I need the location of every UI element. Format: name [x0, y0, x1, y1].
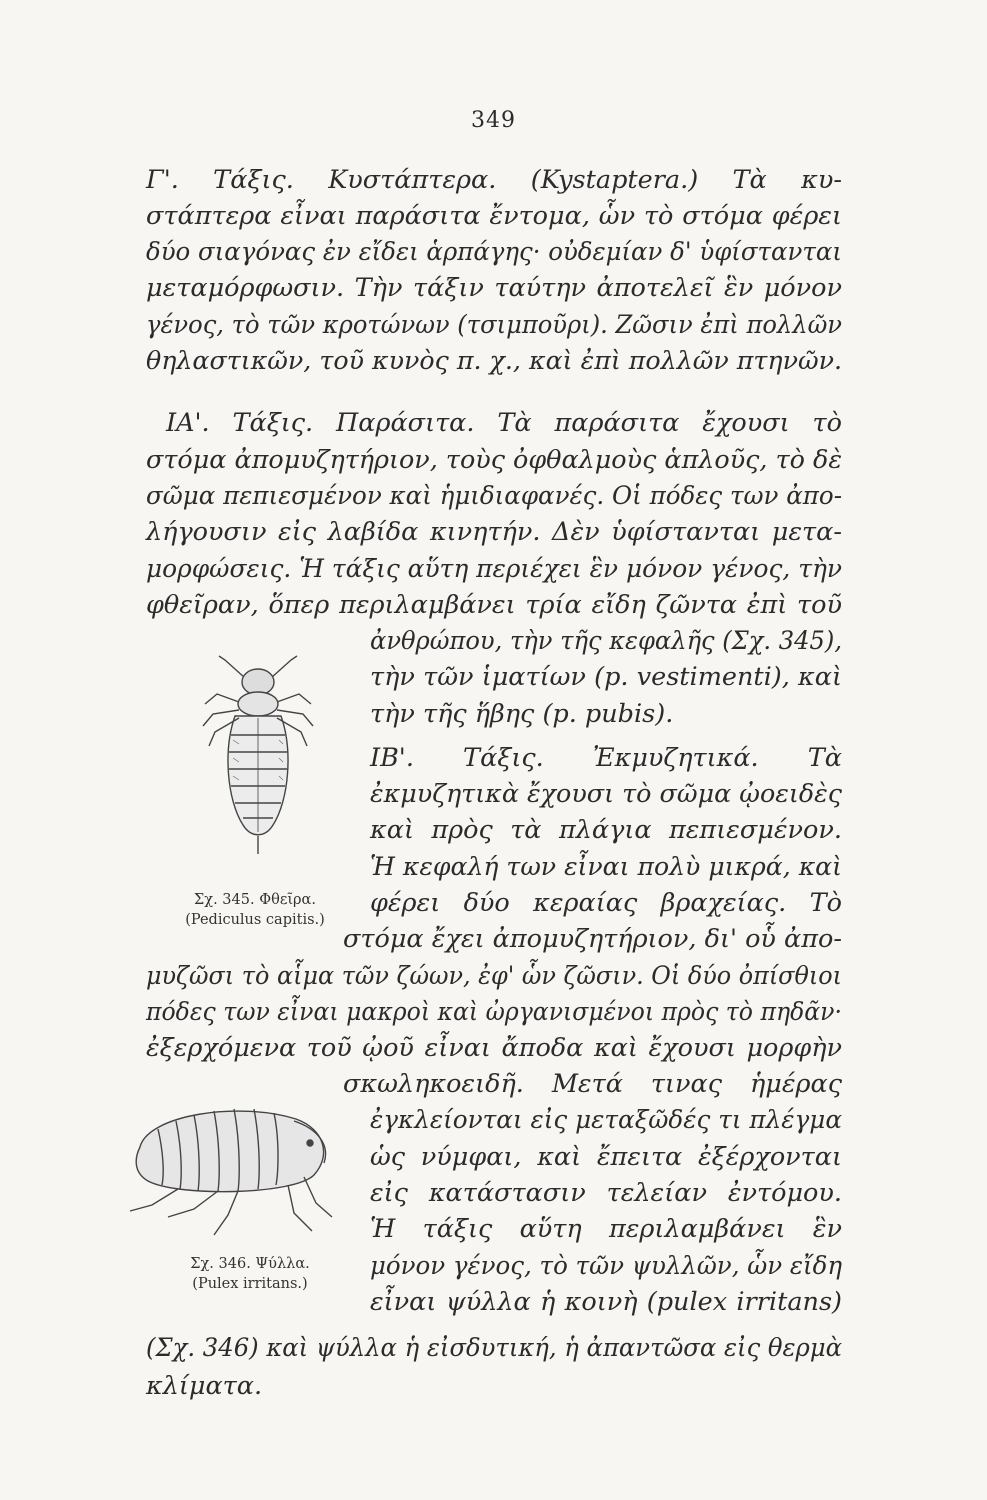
text-line: (Σχ. 346) καὶ ψύλλα ἡ εἰσδυτική, ἡ ἀπαντῶσα εἰς θερμὰ [146, 1333, 842, 1363]
text-line: κλίματα. [146, 1371, 263, 1401]
text-line: στόμα ἔχει ἀπομυζητήριον, δι' οὗ ἀπο- [343, 924, 842, 954]
page-number: 349 [471, 108, 516, 133]
text-line: τὴν τῶν ἱματίων (p. vestimenti), καὶ [370, 662, 842, 692]
text-line: λήγουσιν εἰς λαβίδα κινητήν. Δὲν ὑφίστανται μετα- [146, 517, 842, 547]
text-line: στόμα ἀπομυζητήριον, τοὺς ὀφθαλμοὺς ἁπλοῦς, τὸ δὲ [146, 445, 842, 475]
figure-caption [150, 1254, 350, 1294]
text-line: ΙΒ'. Τάξις. Ἐκμυζητικά. Τὰ [370, 743, 842, 773]
text-line: ἀνθρώπου, τὴν τῆς κεφαλῆς (Σχ. 345), [370, 626, 842, 656]
figure-caption [150, 890, 360, 930]
text-line: εἰς κατάστασιν τελείαν ἐντόμου. [370, 1178, 842, 1208]
text-line: ΙΑ'. Τάξις. Παράσιτα. Τὰ παράσιτα ἔχουσι τὸ [166, 408, 842, 438]
text-line: Ἡ κεφαλή των εἶναι πολὺ μικρά, καὶ [370, 852, 842, 882]
louse-illustration [183, 640, 333, 880]
text-line: φθεῖραν, ὅπερ περιλαμβάνει τρία εἴδη ζῶντα ἐπὶ τοῦ [146, 590, 842, 620]
text-line: ἐγκλείονται εἰς μεταξῶδές τι πλέγμα [370, 1105, 842, 1135]
caption-title: Σχ. 345. Φθεῖρα. [194, 892, 316, 908]
text-line: φέρει δύο κεραίας βραχείας. Τὸ [370, 888, 842, 918]
text-line: ὡς νύμφαι, καὶ ἔπειτα ἐξέρχονται [370, 1142, 842, 1172]
text-line: σῶμα πεπιεσμένον καὶ ἡμιδιαφανές. Οἱ πόδες των ἀπο- [146, 481, 842, 511]
text-line: δύο σιαγόνας ἐν εἴδει ἁρπάγης· οὐδεμίαν δ' ὑφίστανται [146, 237, 842, 267]
text-line: ἐκμυζητικὰ ἔχουσι τὸ σῶμα ᾠοειδὲς [370, 779, 842, 809]
text-line: μεταμόρφωσιν. Τὴν τάξιν ταύτην ἀποτελεῖ ἓν μόνον [146, 273, 842, 303]
text-line: εἶναι ψύλλα ἡ κοινὴ (pulex irritans) [370, 1287, 842, 1317]
text-line: Ἡ τάξις αὕτη περιλαμβάνει ἓν [370, 1214, 842, 1244]
text-line: μυζῶσι τὸ αἷμα τῶν ζώων, ἐφ' ὧν ζῶσιν. Οἱ δύο ὀπίσθιοι [146, 961, 842, 991]
text-line: καὶ πρὸς τὰ πλάγια πεπιεσμένον. [370, 815, 842, 845]
caption-latin: (Pediculus capitis.) [185, 912, 325, 928]
text-line: γένος, τὸ τῶν κροτώνων (τσιμποῦρι). Ζῶσιν ἐπὶ πολλῶν [146, 310, 842, 340]
caption-title: Σχ. 346. Ψύλλα. [190, 1256, 310, 1272]
text-line: μόνον γένος, τὸ τῶν ψυλλῶν, ὧν εἴδη [370, 1251, 842, 1281]
flea-illustration [118, 1085, 348, 1245]
text-line: σκωληκοειδῆ. Μετά τινας ἡμέρας [343, 1069, 842, 1099]
text-line: στάπτερα εἶναι παράσιτα ἔντομα, ὧν τὸ στόμα φέρει [146, 201, 842, 231]
text-line: πόδες των εἶναι μακροὶ καὶ ὠργανισμένοι πρὸς τὸ πηδᾶν· [146, 997, 842, 1027]
caption-latin: (Pulex irritans.) [192, 1276, 308, 1292]
text-line: ἐξερχόμενα τοῦ ᾠοῦ εἶναι ἄποδα καὶ ἔχουσι μορφὴν [146, 1033, 842, 1063]
text-line: θηλαστικῶν, τοῦ κυνὸς π. χ., καὶ ἐπὶ πολλῶν πτηνῶν. [146, 346, 842, 376]
text-line: μορφώσεις. Ἡ τάξις αὕτη περιέχει ἓν μόνον γένος, τὴν [146, 554, 842, 584]
text-line: τὴν τῆς ἥβης (p. pubis). [370, 699, 674, 729]
text-line: Γ'. Τάξις. Κυστάπτερα. (Kystaptera.) Τὰ κυ- [146, 165, 842, 195]
